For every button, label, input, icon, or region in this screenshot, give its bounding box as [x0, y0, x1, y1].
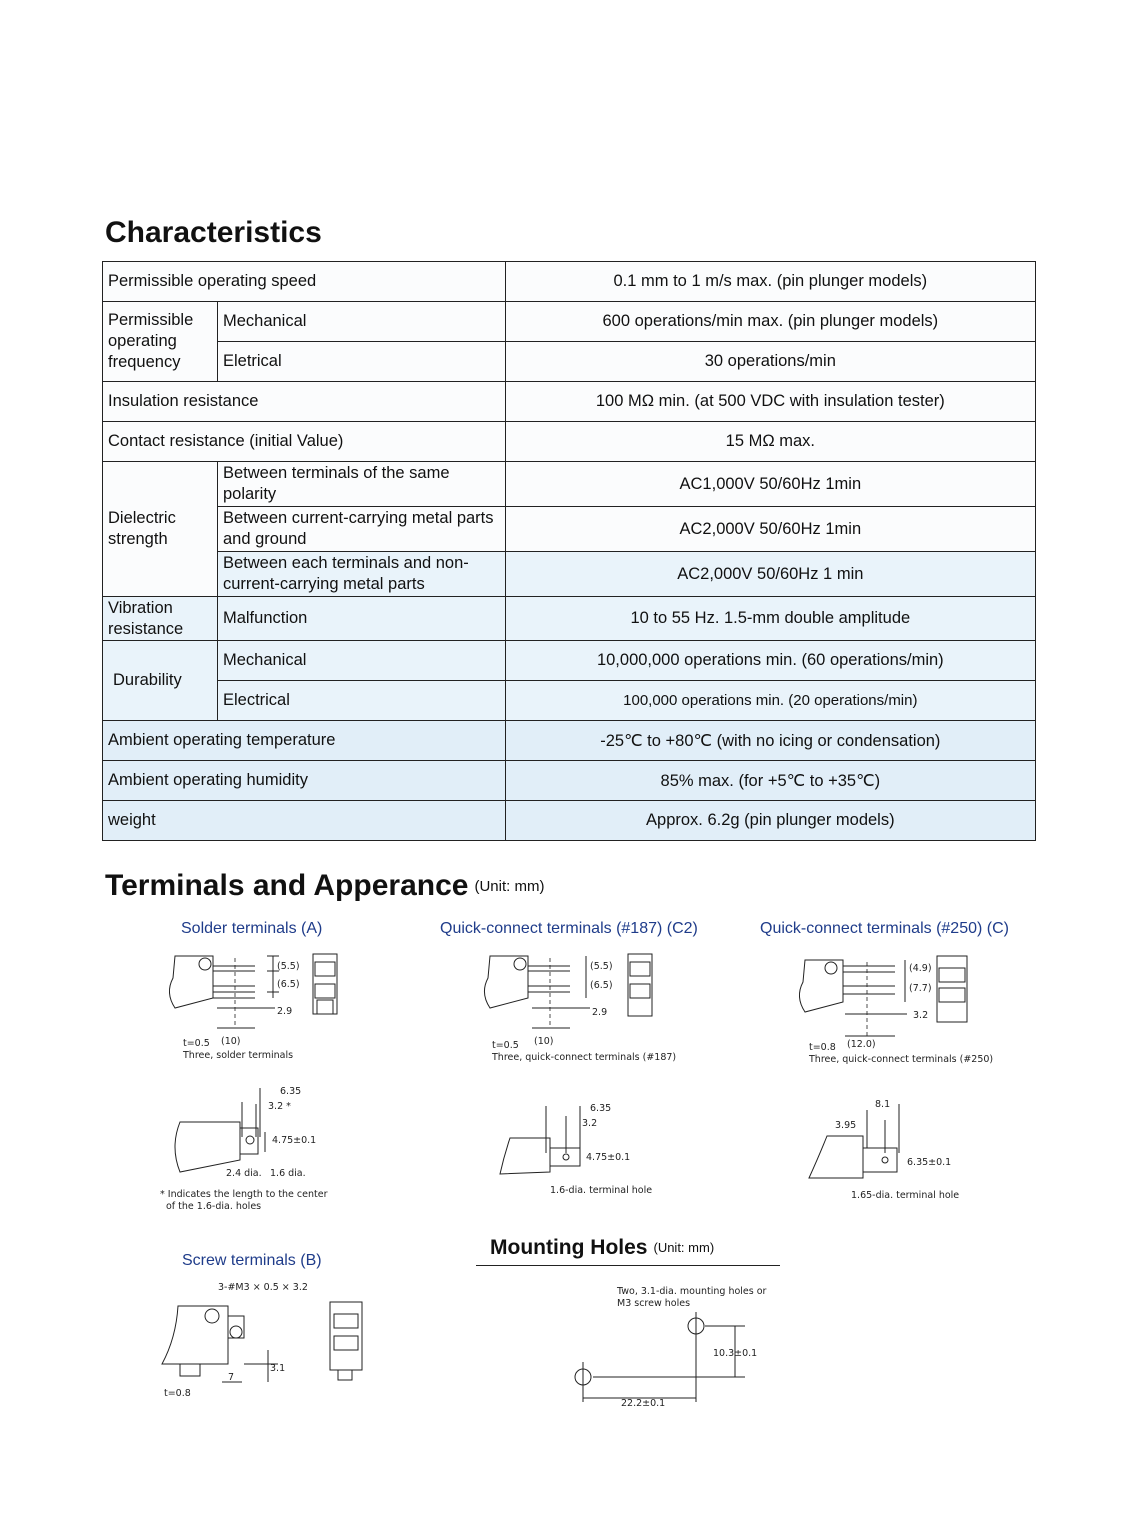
mounting-holes-title-text: Mounting Holes: [490, 1236, 648, 1259]
qc250-side-drawing: [785, 952, 1005, 1072]
row-label: weight: [103, 801, 506, 841]
qc250-terminals-label: Quick-connect terminals (#250) (C): [760, 920, 1009, 937]
table-row: [103, 801, 1036, 841]
table-row: [103, 597, 1036, 641]
row-value: 85% max. (for +5℃ to +35℃): [505, 761, 1035, 801]
row-value: 600 operations/min max. (pin plunger models): [505, 302, 1035, 342]
row-value: 100 MΩ min. (at 500 VDC with insulation tester): [505, 382, 1035, 422]
table-row: [103, 507, 1036, 552]
characteristics-title: Characteristics: [105, 216, 322, 249]
table-row: [103, 721, 1036, 761]
row-label: Durability: [103, 641, 218, 721]
note-line: M3 screw holes: [617, 1298, 691, 1309]
hole-label: 1.6-dia. terminal hole: [550, 1185, 653, 1196]
dim-label: 3.2: [582, 1118, 598, 1129]
dim-label: (12.0): [847, 1039, 876, 1050]
dim-label: (6.5): [590, 980, 613, 991]
screw-terminals-label: Screw terminals (B): [182, 1252, 322, 1269]
row-label: Ambient operating temperature: [103, 721, 506, 761]
row-value: -25℃ to +80℃ (with no icing or condensation): [505, 721, 1035, 761]
dim-label: 22.2±0.1: [621, 1398, 666, 1409]
caption: Three, quick-connect terminals (#250): [809, 1054, 994, 1065]
terminals-title-text: Terminals and Apperance: [105, 869, 469, 902]
terminals-unit: (Unit: mm): [474, 878, 545, 895]
table-row: [103, 462, 1036, 507]
note-line: Two, 3.1-dia. mounting holes or: [617, 1286, 767, 1297]
row-value: 30 operations/min: [505, 342, 1035, 382]
dim-label: 2.9: [592, 1007, 608, 1018]
note-line: * Indicates the length to the center: [160, 1189, 328, 1200]
qc187-detail-drawing: [490, 1098, 670, 1198]
screw-spec: 3-#M3 × 0.5 × 3.2: [218, 1282, 308, 1293]
row-label: Vibration resistance: [103, 597, 218, 641]
row-value: 100,000 operations min. (20 operations/min): [505, 681, 1035, 721]
row-sublabel: Mechanical: [217, 641, 505, 681]
dim-label: 3.1: [270, 1363, 286, 1374]
dim-label: (7.7): [909, 983, 932, 994]
dim-label: 1.6 dia.: [270, 1168, 306, 1179]
solder-terminals-label: Solder terminals (A): [181, 920, 323, 937]
terminals-title: [105, 869, 544, 903]
row-sublabel: Eletrical: [217, 342, 505, 382]
table-row: [103, 342, 1036, 382]
screw-drawing: [158, 1278, 378, 1398]
row-value: AC1,000V 50/60Hz 1min: [505, 462, 1035, 507]
mounting-holes-drawing: [565, 1282, 795, 1412]
solder-detail-drawing: [160, 1082, 360, 1217]
row-label: Permissible operating speed: [103, 262, 506, 302]
solder-side-drawing: [155, 948, 365, 1068]
row-sublabel: Between terminals of the same polarity: [217, 462, 505, 507]
table-row: [103, 382, 1036, 422]
row-value: 15 MΩ max.: [505, 422, 1035, 462]
table-row: [103, 552, 1036, 597]
row-label: Permissible operating frequency: [103, 302, 218, 382]
table-row: [103, 761, 1036, 801]
mounting-holes-title: [490, 1236, 714, 1260]
dim-label: 6.35: [590, 1103, 612, 1114]
thickness-label: t=0.5: [183, 1038, 210, 1049]
dim-label: 3.2: [913, 1010, 929, 1021]
dim-label: 10.3±0.1: [713, 1348, 758, 1359]
row-sublabel: Malfunction: [217, 597, 505, 641]
table-row: [103, 681, 1036, 721]
dim-label: 6.35±0.1: [907, 1157, 952, 1168]
dim-label: (6.5): [277, 979, 300, 990]
note-line: of the 1.6-dia. holes: [166, 1201, 262, 1212]
table-row: [103, 641, 1036, 681]
dim-label: 6.35: [280, 1086, 302, 1097]
dim-label: (4.9): [909, 963, 932, 974]
qc187-terminals-label: Quick-connect terminals (#187) (C2): [440, 920, 698, 937]
table-row: [103, 422, 1036, 462]
dim-label: (5.5): [590, 961, 613, 972]
qc187-side-drawing: [470, 948, 690, 1068]
caption: Three, solder terminals: [183, 1050, 294, 1061]
caption: Three, quick-connect terminals (#187): [492, 1052, 677, 1063]
row-label: Ambient operating humidity: [103, 761, 506, 801]
dim-label: 2.4 dia.: [226, 1168, 262, 1179]
dim-label: 8.1: [875, 1099, 891, 1110]
characteristics-table: [102, 261, 1036, 841]
row-value: AC2,000V 50/60Hz 1min: [505, 507, 1035, 552]
thickness-label: t=0.8: [809, 1042, 836, 1053]
table-row: [103, 302, 1036, 342]
qc250-detail-drawing: [805, 1098, 985, 1202]
dim-label: (10): [534, 1036, 554, 1047]
row-sublabel: Between current-carrying metal parts and ground: [217, 507, 505, 552]
row-label: Contact resistance (initial Value): [103, 422, 506, 462]
row-value: Approx. 6.2g (pin plunger models): [505, 801, 1035, 841]
mounting-holes-unit: (Unit: mm): [653, 1240, 715, 1255]
row-sublabel: Electrical: [217, 681, 505, 721]
row-value: 10,000,000 operations min. (60 operations/min): [505, 641, 1035, 681]
row-value: 10 to 55 Hz. 1.5-mm double amplitude: [505, 597, 1035, 641]
row-sublabel: Mechanical: [217, 302, 505, 342]
dim-label: 2.9: [277, 1006, 293, 1017]
dim-label: (10): [221, 1036, 241, 1047]
row-label: Dielectric strength: [103, 462, 218, 597]
dim-label: 4.75±0.1: [586, 1152, 631, 1163]
row-value: AC2,000V 50/60Hz 1 min: [505, 552, 1035, 597]
row-sublabel: Between each terminals and non-current-carrying metal parts: [217, 552, 505, 597]
mounting-holes-rule: [476, 1265, 780, 1266]
dim-label: 3.2 *: [268, 1101, 291, 1112]
dim-label: 7: [228, 1372, 235, 1383]
dim-label: (5.5): [277, 961, 300, 972]
table-row: [103, 262, 1036, 302]
thickness-label: t=0.5: [492, 1040, 519, 1051]
thickness-label: t=0.8: [164, 1388, 191, 1399]
hole-label: 1.65-dia. terminal hole: [851, 1190, 960, 1201]
dim-label: 4.75±0.1: [272, 1135, 317, 1146]
row-label: Insulation resistance: [103, 382, 506, 422]
dim-label: 3.95: [835, 1120, 857, 1131]
row-value: 0.1 mm to 1 m/s max. (pin plunger models): [505, 262, 1035, 302]
